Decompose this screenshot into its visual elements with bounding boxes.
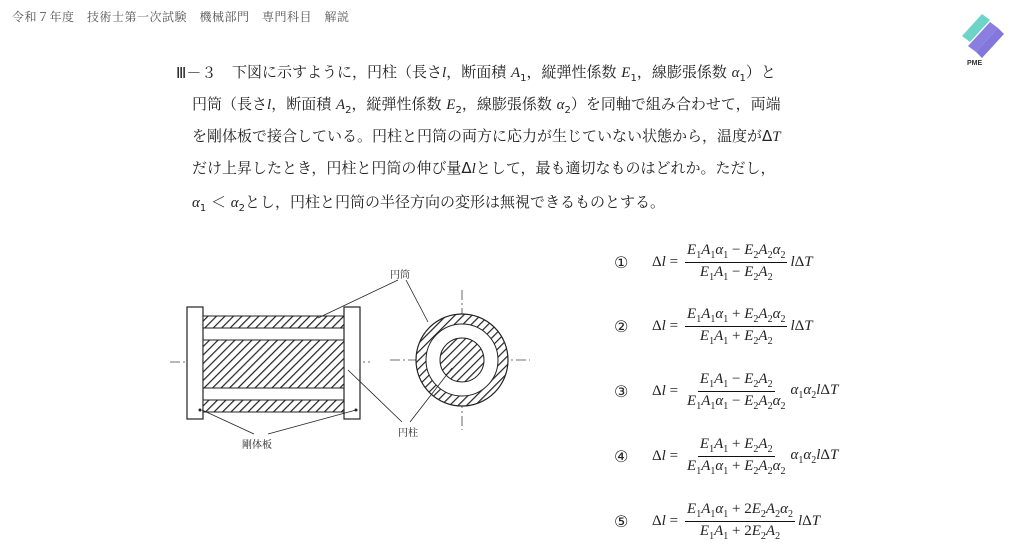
option-number: ④ [614, 446, 629, 466]
option-1[interactable] [614, 240, 813, 284]
pme-logo-icon [956, 6, 1006, 66]
question-line-4: だけ上昇したとき，円柱と円筒の伸び量Δlとして，最も適切なものはどれか。ただし， [192, 159, 776, 177]
question-line-5: $\alpha_1 < \alpha_2$とし，円柱と円筒の半径方向の変形は無視できるものとする。 [192, 193, 666, 214]
option-number: ⑤ [614, 511, 629, 531]
label-rod: 円柱 [398, 428, 418, 439]
option-formula: Δl = $\frac{E_1A_1\alpha_1 - E_2A_2\alpha_2}{E_1A_1 - E_2A_2}$ lΔT [652, 241, 813, 283]
option-formula: Δl = $\frac{E_1A_1\alpha_1 + 2E_2A_2\alpha_2}{E_1A_1 + 2E_2A_2}$ lΔT [652, 500, 821, 542]
question-line-3: を剛体板で接合している。円柱と円筒の両方に応力が生じていない状態から，温度がΔT [192, 127, 781, 145]
question-line-2: 円筒（長さl，断面積 $A_2$，縦弾性係数 $E_2$，線膨張係数 $\alpha_2$）を同軸で組み合わせて，両端 [192, 95, 781, 116]
question-line-1: 下図に示すように，円柱（長さl，断面積 $A_1$，縦弾性係数 $E_1$，線膨張係数 $\alpha_1$）と [232, 63, 776, 84]
option-number: ② [614, 316, 629, 336]
option-3[interactable] [614, 369, 838, 413]
option-formula: Δl = $\frac{E_1A_1\alpha_1 + E_2A_2\alpha_2}{E_1A_1 + E_2A_2}$ lΔT [652, 305, 813, 347]
logo-text: PME [967, 60, 983, 67]
label-tube: 円筒 [390, 270, 410, 281]
option-4[interactable] [614, 434, 838, 478]
label-rigid-plate: 剛体板 [242, 440, 272, 451]
option-formula: Δl = $\frac{E_1A_1 - E_2A_2}{E_1A_1\alpha_1 - E_2A_2\alpha_2}$ $\alpha_1\alpha_2l\Delta T$ [652, 370, 839, 412]
page-header-title: 令和７年度 技術士第一次試験 機械部門 専門科目 解説 [12, 10, 350, 24]
option-5[interactable] [614, 499, 820, 543]
figure [170, 260, 530, 454]
option-2[interactable] [614, 304, 813, 348]
option-number: ① [614, 252, 629, 272]
cylinder-assembly-diagram [170, 260, 530, 450]
option-formula: Δl = $\frac{E_1A_1 + E_2A_2}{E_1A_1\alpha_1 + E_2A_2\alpha_2}$ $\alpha_1\alpha_2l\Delta T$ [652, 435, 839, 477]
option-number: ③ [614, 381, 629, 401]
question-number: Ⅲ－３ [176, 64, 217, 82]
